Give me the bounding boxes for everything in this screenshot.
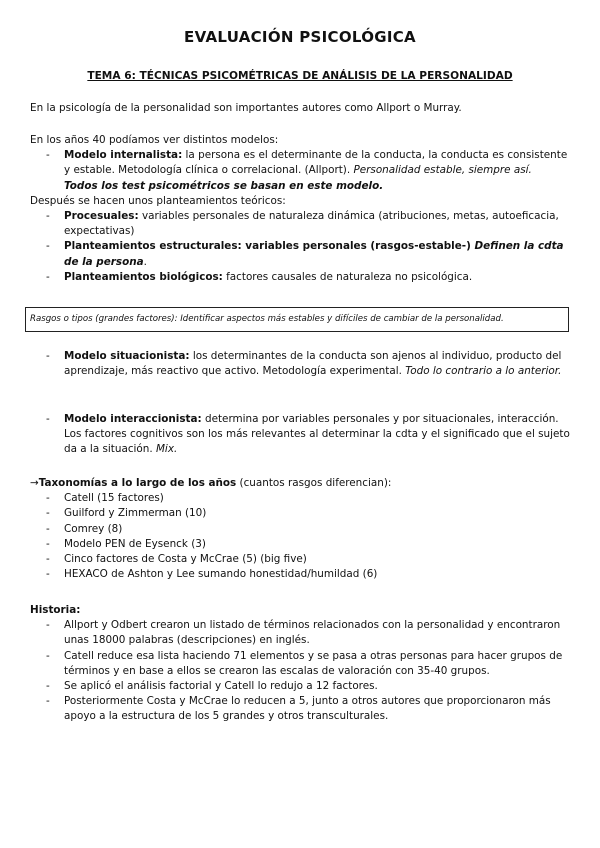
list-item bbox=[30, 649, 575, 679]
procesuales-label: Procesuales: bbox=[64, 210, 139, 223]
situacionista-section bbox=[30, 349, 575, 379]
list-item bbox=[30, 694, 575, 724]
internalista-list bbox=[30, 148, 575, 194]
models-section bbox=[30, 133, 575, 285]
dash-bullet: - bbox=[46, 553, 50, 566]
document-title: EVALUACIÓN PSICOLÓGICA bbox=[184, 28, 416, 46]
dash-bullet: - bbox=[46, 619, 50, 632]
taxonomias-heading bbox=[30, 476, 575, 491]
list-item bbox=[30, 679, 575, 694]
historia-list bbox=[30, 618, 575, 724]
dash-bullet: - bbox=[46, 568, 50, 581]
taxonomia-item: Catell (15 factores) bbox=[64, 492, 164, 505]
historia-item: Catell reduce esa lista haciendo 71 elementos y se pasa a otras personas para hacer grupos de términos y en base a ellos se crearon las escalas de valoración con 35-40 grupos. bbox=[64, 649, 563, 677]
list-item bbox=[30, 522, 575, 537]
historia-item: Posteriormente Costa y McCrae lo reducen a 5, junto a otros autores que proporcionaron más apoyo a la estructura de los 5 grandes y otros transculturales. bbox=[64, 695, 551, 723]
list-item bbox=[30, 239, 575, 269]
historia-item: Se aplicó el análisis factorial y Catell lo redujo a 12 factores. bbox=[64, 680, 378, 693]
list-item bbox=[30, 618, 575, 648]
list-item bbox=[30, 270, 575, 285]
list-item bbox=[30, 506, 575, 521]
taxonomias-section bbox=[30, 476, 575, 582]
list-item bbox=[30, 552, 575, 567]
dash-bullet: - bbox=[46, 492, 50, 505]
dash-bullet: - bbox=[46, 210, 50, 223]
taxonomias-text: (cuantos rasgos diferencian): bbox=[236, 477, 392, 489]
situacionista-text: los determinantes de la conducta son ajenos al individuo, producto del aprendizaje, más reactivo que activo. Metodología experimental. bbox=[64, 350, 562, 378]
dash-bullet: - bbox=[46, 413, 50, 425]
historia-label: Historia: bbox=[30, 604, 81, 616]
planteamientos-list bbox=[30, 209, 575, 285]
taxonomia-item: Comrey (8) bbox=[64, 522, 123, 535]
list-item bbox=[30, 412, 575, 458]
list-item bbox=[30, 537, 575, 552]
dash-bullet: - bbox=[46, 149, 50, 162]
estructurales-bold-italic: Definen la cdta de la persona bbox=[64, 240, 564, 268]
internalista-text: la persona es el determinante de la conducta, la conducta es consistente y estable. Metodología clínica o correlacional. (Allport). bbox=[64, 149, 568, 177]
topic-subtitle: TEMA 6: TÉCNICAS PSICOMÉTRICAS DE ANÁLISIS DE LA PERSONALIDAD bbox=[87, 70, 513, 82]
list-item bbox=[30, 209, 575, 239]
list-item bbox=[30, 491, 575, 506]
procesuales-text: variables personales de naturaleza dinámica (atribuciones, metas, autoeficacia, expectativas) bbox=[64, 210, 559, 238]
taxonomias-label: Taxonomías a lo largo de los años bbox=[38, 477, 237, 489]
arrow-icon: → bbox=[30, 477, 39, 489]
list-item bbox=[30, 349, 575, 379]
internalista-bold-italic: Todos los test psicométricos se basan en este modelo. bbox=[64, 179, 384, 192]
list-item bbox=[30, 567, 575, 582]
boxed-note: Rasgos o tipos (grandes factores): Identificar aspectos más estables y difíciles de cambiar de la personalidad. bbox=[25, 307, 569, 332]
interaccionista-list bbox=[30, 412, 575, 458]
dash-bullet: - bbox=[46, 270, 50, 283]
dash-bullet: - bbox=[46, 522, 50, 535]
dash-bullet: - bbox=[46, 240, 50, 253]
biologicos-label: Planteamientos biológicos: bbox=[64, 270, 223, 283]
dash-bullet: - bbox=[46, 649, 50, 662]
dash-bullet: - bbox=[46, 507, 50, 520]
intro-paragraph bbox=[30, 101, 575, 116]
interaccionista-text: determina por variables personales y por situacionales, interacción. Los factores cognitivos son los más relevantes al determinar la cdta y el significado que el sujeto da a la situación. bbox=[64, 413, 570, 456]
taxonomia-item: Cinco factores de Costa y McCrae (5) (big five) bbox=[64, 553, 307, 566]
list-item bbox=[30, 148, 575, 194]
historia-section bbox=[30, 603, 575, 725]
dash-bullet: - bbox=[46, 695, 50, 708]
dash-bullet: - bbox=[46, 537, 50, 550]
historia-item: Allport y Odbert crearon un listado de términos relacionados con la personalidad y encontraron unas 18000 palabras (descripciones) en inglés. bbox=[64, 619, 561, 647]
taxonomias-list bbox=[30, 491, 575, 582]
estructurales-text: . bbox=[143, 255, 147, 268]
situacionista-italic: Todo lo contrario a lo anterior. bbox=[405, 365, 562, 378]
biologicos-text: factores causales de naturaleza no psicológica. bbox=[222, 270, 473, 283]
taxonomia-item: HEXACO de Ashton y Lee sumando honestidad/humildad (6) bbox=[64, 568, 378, 581]
situacionista-label: Modelo situacionista: bbox=[64, 350, 190, 362]
interaccionista-section bbox=[30, 412, 575, 458]
taxonomia-item: Guilford y Zimmerman (10) bbox=[64, 507, 207, 520]
intro-text: En la psicología de la personalidad son importantes autores como Allport o Murray. bbox=[30, 102, 462, 114]
internalista-italic: Personalidad estable, siempre así. bbox=[353, 164, 532, 177]
interaccionista-italic: Mix. bbox=[155, 443, 178, 456]
situacionista-list bbox=[30, 349, 575, 379]
estructurales-label: Planteamientos estructurales: variables personales (rasgos-estable-) bbox=[64, 240, 475, 253]
theory-intro-text: Después se hacen unos planteamientos teóricos: bbox=[30, 194, 286, 207]
historia-heading bbox=[30, 603, 575, 618]
interaccionista-label: Modelo interaccionista: bbox=[64, 413, 202, 425]
dash-bullet: - bbox=[46, 350, 50, 362]
taxonomia-item: Modelo PEN de Eysenck (3) bbox=[64, 537, 206, 550]
decade-text: En los años 40 podíamos ver distintos modelos: bbox=[30, 134, 279, 146]
dash-bullet: - bbox=[46, 680, 50, 693]
internalista-label: Modelo internalista: bbox=[64, 149, 183, 162]
